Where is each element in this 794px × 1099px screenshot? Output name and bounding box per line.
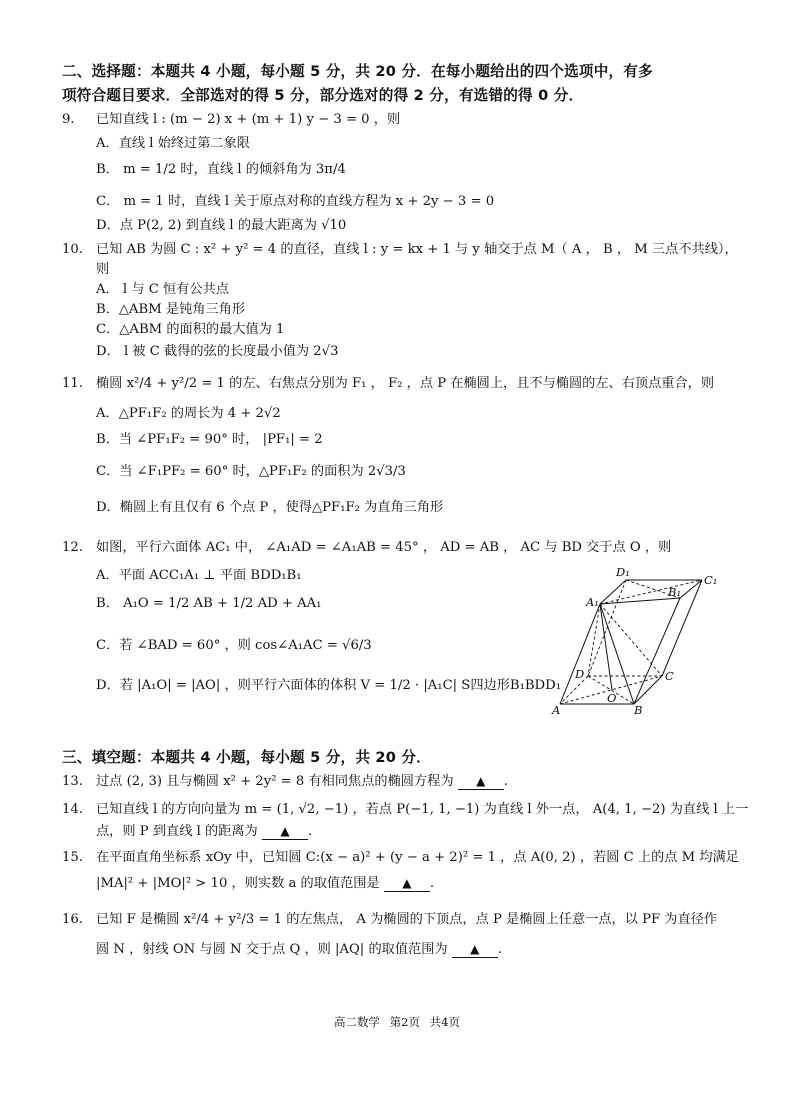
q13-number: 13.: [62, 774, 83, 789]
q11-option-c: C．当 ∠F₁PF₂ = 60° 时，△PF₁F₂ 的面积为 2√3/3: [96, 464, 406, 479]
q12-number: 12.: [62, 540, 83, 555]
parallelepiped-figure: [548, 562, 732, 718]
hidden-segment-a1-d: [588, 604, 600, 676]
q9-stem: 已知直线 l : (m − 2) x + (m + 1) y − 3 = 0 ，则: [96, 112, 401, 127]
q13-text: 过点 (2, 3) 且与椭圆 x² + 2y² = 8 有相同焦点的椭圆方程为: [96, 774, 454, 789]
q16-tail: .: [497, 942, 502, 957]
label-a1: A₁: [586, 595, 599, 609]
edge-b-c: [634, 676, 662, 704]
q14-tail: .: [307, 824, 313, 839]
label-a: A: [552, 703, 561, 717]
q15-line2: [96, 874, 434, 894]
edge-a1-a: [560, 604, 600, 704]
q9-option-c: C． m = 1 时，直线 l 关于原点对称的直线方程为 x + 2y − 3 = 0: [96, 194, 495, 209]
q9-option-d: D．点 P(2, 2) 到直线 l 的最大距离为 √10: [96, 218, 347, 233]
q10-option-b: B．△ABM 是钝角三角形: [96, 302, 246, 317]
q13-line: [96, 772, 508, 792]
q12-option-c: C．若 ∠BAD = 60° ，则 cos∠A₁AC = √6/3: [96, 638, 372, 653]
section-fill-blank-header: 三、填空题：本题共 4 小题，每小题 5 分，共 20 分．: [62, 749, 431, 766]
section-multi-line1: 二、选择题：本题共 4 小题，每小题 5 分，共 20 分．在每小题给出的四个选项中，有多: [62, 63, 653, 80]
label-c1: C₁: [704, 573, 718, 587]
q16-answer-blank[interactable]: ▲: [452, 941, 498, 958]
label-b1: B₁: [668, 585, 682, 599]
q10-stem-cont: 则: [96, 262, 110, 277]
segment-a1-b: [600, 604, 634, 704]
q14-text: 已知直线 l 的方向向量为 m = (1, √2, −1) ，若点 P(−1, 1, −1) 为直线 l 外一点， A(4, 1, −2) 为直线 l 上一: [96, 802, 749, 817]
q15-answer-blank[interactable]: ▲: [384, 875, 430, 892]
q11-option-a: A．△PF₁F₂ 的周长为 4 + 2√2: [96, 406, 281, 421]
q12-option-b: B． A₁O = 1/2 AB + 1/2 AD + AA₁: [96, 596, 322, 611]
q14-text2: 点，则 P 到直线 l 的距离为: [96, 824, 258, 839]
q10-option-a: A． l 与 C 恒有公共点: [96, 282, 229, 297]
segment-a1-o: [600, 604, 612, 690]
q13-tail: .: [503, 774, 508, 789]
q14-number: 14.: [62, 802, 83, 817]
label-o: O: [607, 691, 617, 705]
q13-answer-blank[interactable]: ▲: [458, 773, 504, 790]
q10-stem: 已知 AB 为圆 C : x² + y² = 4 的直径，直线 l : y = kx + 1 与 y 轴交于点 M（ A ， B ， M 三点不共线），: [96, 242, 738, 257]
q15-text: 在平面直角坐标系 xOy 中，已知圆 C:(x − a)² + (y − a + 2)² = 1 ，点 A(0, 2) ，若圆 C 上的点 M 均满足: [96, 850, 739, 865]
q15-number: 15.: [62, 850, 83, 865]
q16-text: 已知 F 是椭圆 x²/4 + y²/3 = 1 的左焦点， A 为椭圆的下顶点，点 P 是椭圆上任意一点，以 PF 为直径作: [96, 912, 718, 927]
q10-option-d: D． l 被 C 截得的弦的长度最小值为 2√3: [96, 344, 339, 359]
label-d1: D₁: [616, 565, 630, 579]
q11-option-d: D．椭圆上有且仅有 6 个点 P ，使得△PF₁F₂ 为直角三角形: [96, 500, 444, 515]
q9-option-b: B． m = 1/2 时，直线 l 的倾斜角为 3π/4: [96, 162, 346, 177]
q10-number: 10.: [62, 242, 83, 257]
section-multi-choice-header: [62, 60, 742, 108]
q12-option-d: D．若 |A₁O| = |AO| ，则平行六面体的体积 V = 1/2 · |A₁C| S四边形B₁BDD₁: [96, 678, 561, 693]
hidden-segment-a1-c: [600, 604, 662, 676]
q14-answer-blank[interactable]: ▲: [262, 823, 308, 840]
q12-stem: 如图，平行六面体 AC₁ 中， ∠A₁AD = ∠A₁AB = 45° ， AD = AB ， AC 与 BD 交于点 O ，则: [96, 540, 672, 555]
q11-number: 11.: [62, 376, 83, 391]
q11-option-b: B．当 ∠PF₁F₂ = 90° 时， |PF₁| = 2: [96, 432, 323, 447]
q16-line2: [96, 940, 502, 960]
q9-number: 9.: [62, 112, 75, 127]
label-b: B: [634, 703, 643, 717]
q15-tail: .: [429, 876, 435, 891]
page-footer: 高二数学 第2页 共4页: [334, 1015, 460, 1029]
q16-number: 16.: [62, 912, 83, 927]
section-multi-line2: 项符合题目要求．全部选对的得 5 分，部分选对的得 2 分，有选错的得 0 分．: [62, 87, 584, 104]
q16-text2: 圆 N ，射线 ON 与圆 N 交于点 Q ，则 |AQ| 的取值范围为: [96, 942, 448, 957]
q12-option-a: A．平面 ACC₁A₁ ⊥ 平面 BDD₁B₁: [96, 568, 302, 583]
q15-text2: |MA|² + |MO|² > 10 ，则实数 a 的取值范围是: [96, 876, 380, 891]
edge-a1-d1: [600, 580, 626, 604]
q9-option-a: A．直线 l 始终过第二象限: [96, 136, 250, 151]
label-c: C: [665, 669, 674, 683]
q14-line2: [96, 822, 312, 842]
q10-option-c: C．△ABM 的面积的最大值为 1: [96, 322, 285, 337]
label-d: D: [575, 667, 585, 681]
q11-stem: 椭圆 x²/4 + y²/2 = 1 的左、右焦点分别为 F₁ ， F₂ ，点 P 在椭圆上，且不与椭圆的左、右顶点重合，则: [96, 376, 715, 391]
